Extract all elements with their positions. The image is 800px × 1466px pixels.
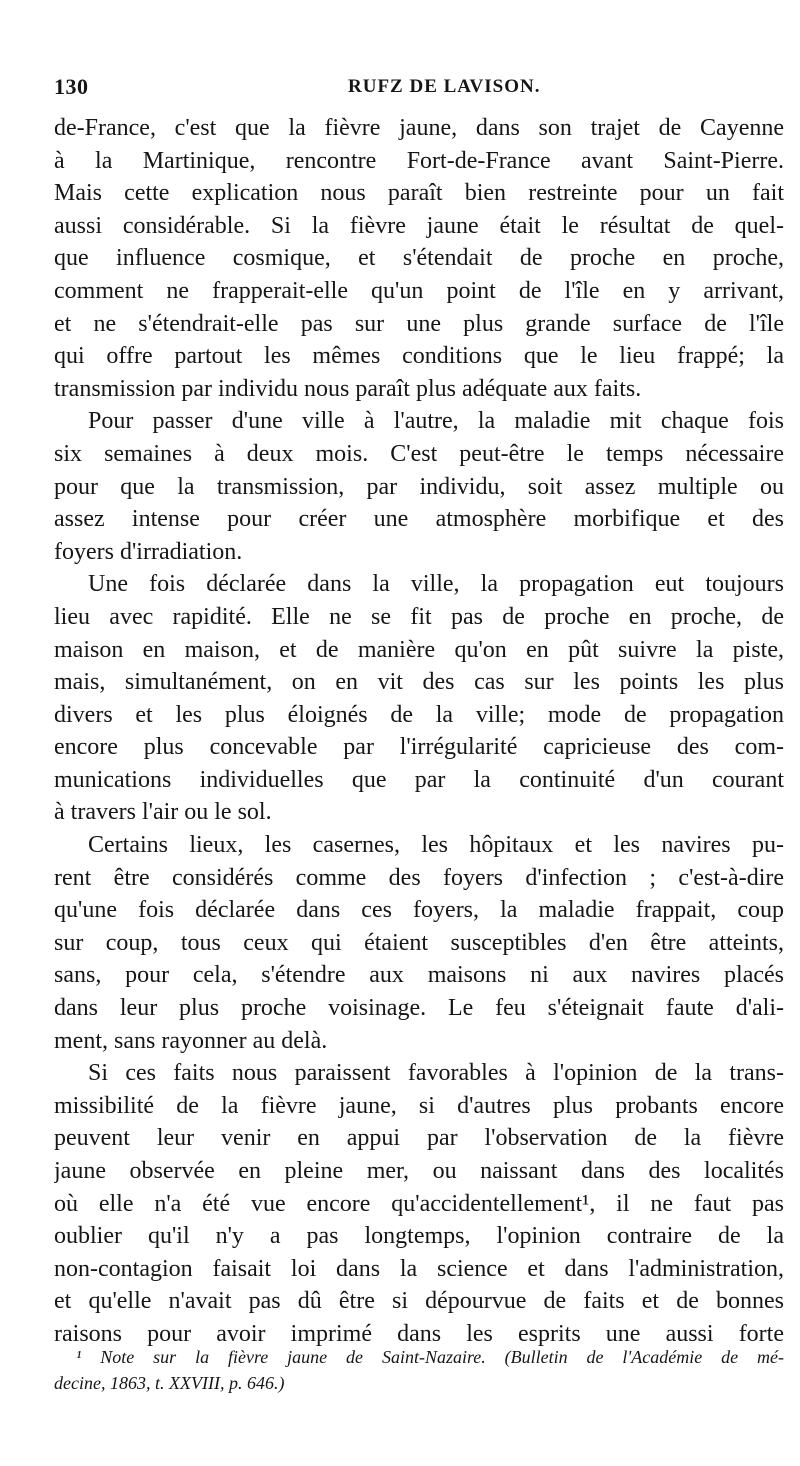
- footnotes: [54, 1344, 784, 1396]
- footnote-line: ¹ Note sur la fièvre jaune de Saint-Nazaire. (Bulletin de l'Académie de mé-: [76, 1347, 784, 1367]
- text-line: de-France, c'est que la fièvre jaune, dans son trajet de Cayenne: [54, 115, 784, 141]
- text-line: pour que la transmission, par individu, soit assez multiple ou: [54, 473, 784, 500]
- text-line: et ne s'étendrait-elle pas sur une plus grande surface de l'île: [54, 310, 784, 337]
- text-line: où elle n'a été vue encore qu'accidentellement¹, il ne faut pas: [54, 1190, 784, 1217]
- text-line: missibilité de la fièvre jaune, si d'autres plus probants encore: [54, 1092, 784, 1119]
- text-line: divers et les plus éloignés de la ville; mode de propagation: [54, 701, 784, 728]
- text-line: à la Martinique, rencontre Fort-de-France avant Saint-Pierre.: [54, 147, 784, 174]
- text-line: comment ne frapperait-elle qu'un point de l'île en y arrivant,: [54, 277, 784, 304]
- text-line: dans leur plus proche voisinage. Le feu s'éteignait faute d'ali-: [54, 995, 784, 1022]
- text-line: raisons pour avoir imprimé dans les esprits une aussi forte: [54, 1320, 784, 1347]
- page-number: 130: [54, 74, 89, 99]
- text-line: jaune observée en pleine mer, ou naissant dans des localités: [54, 1158, 784, 1184]
- body-text: [54, 112, 784, 1351]
- text-line: aussi considérable. Si la fièvre jaune était le résultat de quel-: [54, 212, 784, 239]
- text-line: qui offre partout les mêmes conditions que le lieu frappé; la: [54, 343, 784, 370]
- text-line: transmission par individu nous paraît plus adéquate aux faits.: [54, 375, 642, 402]
- text-line: six semaines à deux mois. C'est peut-être le temps nécessaire: [54, 440, 784, 467]
- text-line: assez intense pour créer une atmosphère morbifique et des: [54, 506, 784, 533]
- text-line: munications individuelles que par la continuité d'un courant: [54, 766, 784, 793]
- text-line: mais, simultanément, on en vit des cas sur les points les plus: [54, 669, 784, 696]
- text-line: Une fois déclarée dans la ville, la propagation eut toujours: [88, 571, 784, 598]
- text-line: et qu'elle n'avait pas dû être si dépourvue de faits et de bonnes: [54, 1288, 784, 1315]
- running-head: RUFZ DE LAVISON.: [348, 76, 541, 97]
- text-line: Mais cette explication nous paraît bien restreinte pour un fait: [54, 180, 784, 207]
- text-line: encore plus concevable par l'irrégularité capricieuse des com-: [54, 734, 784, 761]
- footnote-line: decine, 1863, t. XXVIII, p. 646.): [54, 1373, 285, 1393]
- page-header: [54, 74, 784, 104]
- text-line: Pour passer d'une ville à l'autre, la maladie mit chaque fois: [88, 408, 784, 435]
- text-line: rent être considérés comme des foyers d'infection ; c'est-à-dire: [54, 864, 784, 891]
- text-line: sur coup, tous ceux qui étaient susceptibles d'en être atteints,: [54, 929, 784, 956]
- text-line: foyers d'irradiation.: [54, 538, 243, 565]
- text-line: lieu avec rapidité. Elle ne se fit pas de proche en proche, de: [54, 603, 784, 630]
- text-line: qu'une fois déclarée dans ces foyers, la maladie frappait, coup: [54, 897, 784, 924]
- text-line: Certains lieux, les casernes, les hôpitaux et les navires pu-: [88, 832, 784, 859]
- text-line: peuvent leur venir en appui par l'observation de la fièvre: [54, 1125, 784, 1152]
- text-line: que influence cosmique, et s'étendait de proche en proche,: [54, 245, 784, 272]
- text-line: non-contagion faisait loi dans la science et dans l'administration,: [54, 1255, 784, 1282]
- text-line: oublier qu'il n'y a pas longtemps, l'opinion contraire de la: [54, 1223, 784, 1250]
- text-line: ment, sans rayonner au delà.: [54, 1027, 328, 1054]
- text-line: sans, pour cela, s'étendre aux maisons ni aux navires placés: [54, 962, 784, 989]
- text-line: Si ces faits nous paraissent favorables à l'opinion de la trans-: [88, 1060, 784, 1087]
- text-line: à travers l'air ou le sol.: [54, 799, 272, 826]
- text-line: maison en maison, et de manière qu'on en pût suivre la piste,: [54, 636, 784, 663]
